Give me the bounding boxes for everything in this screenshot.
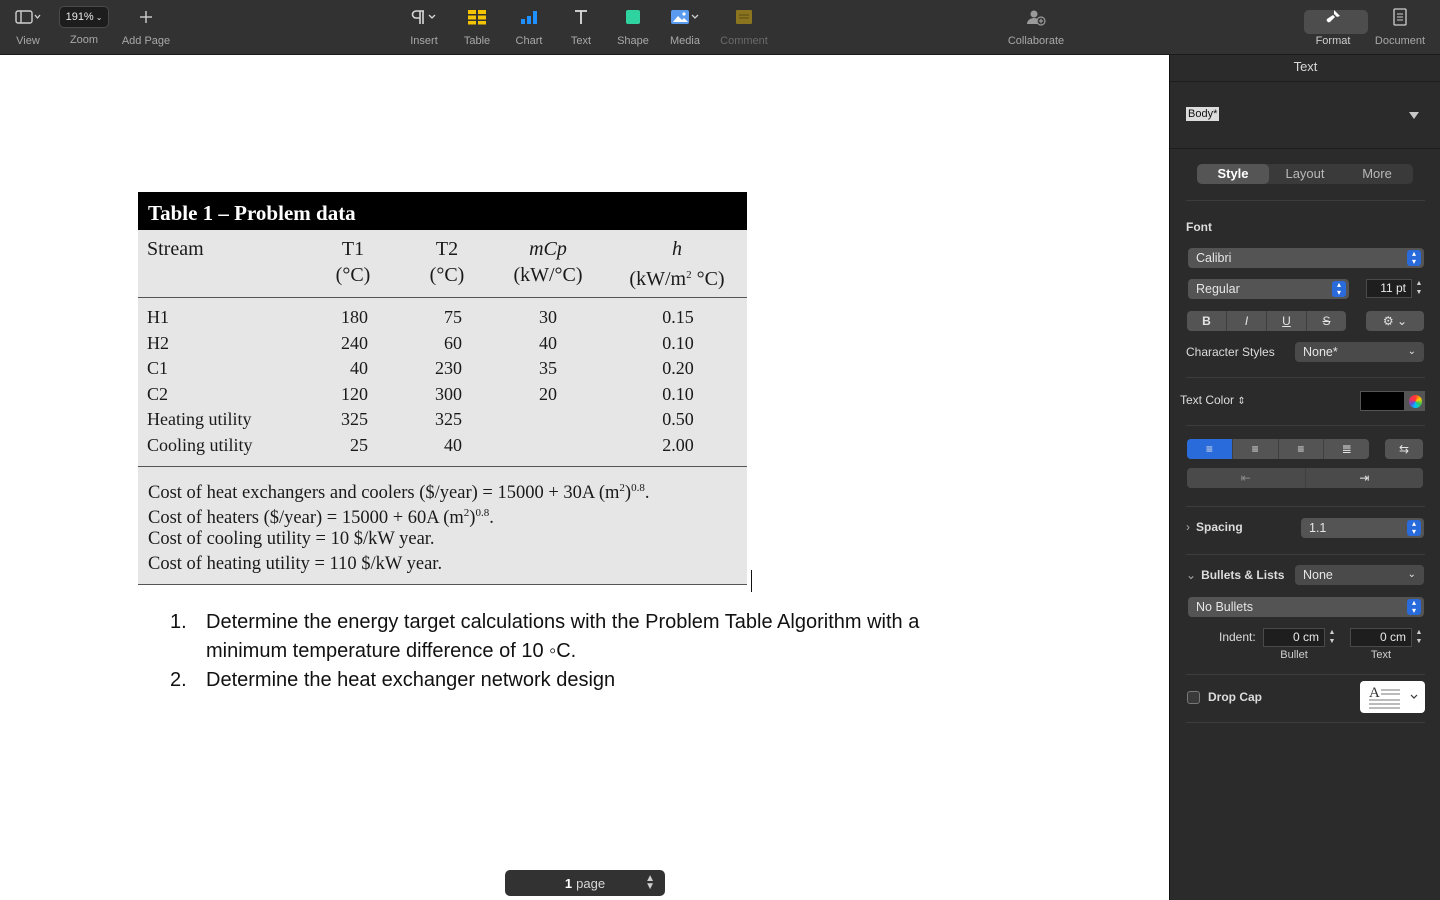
divider (1186, 554, 1425, 555)
text-color-well[interactable] (1360, 391, 1405, 411)
bullet-indent-stepper[interactable]: ▲ ▼ (1328, 629, 1336, 645)
cell-t2: 60 (444, 332, 462, 353)
select-arrows-icon: ▴ ▾ (1332, 281, 1346, 297)
italic-button[interactable]: I (1227, 311, 1267, 331)
page-navigator[interactable]: 1 page ▲ ▼ (505, 870, 665, 896)
header-mcp: mCp (kW/°C) (513, 238, 583, 286)
font-section-label: Font (1186, 220, 1212, 234)
color-wheel-button[interactable] (1405, 391, 1425, 411)
collaborate-button[interactable]: Collaborate (1002, 0, 1070, 55)
header-t2: T2 (°C) (429, 238, 465, 286)
text-icon (572, 0, 590, 34)
divider (1170, 81, 1440, 82)
cell-h: 0.15 (662, 307, 694, 327)
paragraph-icon (410, 0, 438, 34)
drop-cap-preview-icon (1360, 681, 1425, 713)
color-wheel-icon (1409, 395, 1422, 408)
align-right-icon[interactable]: ≡ (1279, 439, 1325, 459)
up-down-stepper-icon: ▲ ▼ (645, 873, 655, 892)
cell-mcp: 30 (539, 307, 557, 327)
chevron-down-icon: ⌄ (95, 12, 103, 22)
divider (1186, 425, 1425, 426)
decrease-indent-icon[interactable]: ⇤ (1187, 468, 1306, 488)
text-indent-caption: Text (1370, 649, 1392, 661)
cell-stream: H1 (147, 307, 169, 327)
disclosure-down-icon: ⌄ (1186, 568, 1197, 582)
font-family-select[interactable]: Calibri ▴ ▾ (1188, 248, 1424, 268)
chevron-down-icon: ⌄ (1407, 569, 1416, 580)
select-arrows-icon: ▴ ▾ (1407, 599, 1421, 615)
text-direction-icon: ⇆ (1398, 442, 1410, 456)
cell-t2: 75 (444, 307, 462, 327)
select-arrows-icon: ▴ ▾ (1407, 520, 1421, 536)
cell-stream: C2 (147, 383, 169, 404)
list-style-select[interactable]: None ⌄ (1295, 565, 1424, 585)
plus-icon (138, 0, 154, 34)
character-styles-select[interactable]: None* ⌄ (1295, 342, 1424, 362)
table-icon (467, 0, 487, 34)
add-page-button[interactable]: Add Page (118, 0, 174, 55)
cell-t1: 120 (341, 383, 368, 404)
cell-t1: 325 (341, 409, 368, 429)
bullet-type-select[interactable]: No Bullets ▴ ▾ (1188, 597, 1424, 617)
divider (1186, 200, 1425, 201)
up-down-chevron-icon: ⇕ (1237, 396, 1246, 407)
text-color-label[interactable]: Text Color ⇕ (1180, 393, 1246, 407)
zoom-control[interactable]: 191% ⌄ Zoom (58, 0, 110, 55)
table-rule (138, 466, 747, 467)
bold-button[interactable]: B (1187, 311, 1227, 331)
divider (1170, 148, 1440, 149)
bullet-indent-caption: Bullet (1280, 649, 1308, 661)
drop-cap-style-select[interactable] (1360, 681, 1425, 713)
cell-h: 0.10 (662, 332, 694, 353)
header-stream: Stream (147, 238, 204, 260)
cell-t1: 240 (341, 332, 368, 353)
paintbrush-icon (1324, 0, 1342, 34)
alignment-buttons (1187, 439, 1369, 459)
cell-t2: 325 (435, 409, 462, 429)
chart-button[interactable]: Chart (510, 0, 548, 55)
sidebar-icon (15, 0, 41, 34)
tab-more[interactable]: More (1362, 166, 1392, 181)
collaborate-icon (1025, 0, 1047, 34)
align-left-icon[interactable]: ≡ (1187, 439, 1233, 459)
line-spacing-select[interactable]: 1.1 ▴ ▾ (1301, 518, 1424, 538)
chevron-down-icon: ⌄ (1407, 346, 1416, 357)
cell-h: 0.20 (662, 358, 694, 378)
cell-h: 2.00 (662, 434, 694, 455)
divider (1186, 506, 1425, 507)
photo-icon (670, 0, 700, 34)
cell-t1: 180 (341, 307, 368, 327)
cell-mcp: 20 (539, 383, 557, 404)
inspector-title: Text (1293, 59, 1318, 74)
cell-h: 0.10 (662, 383, 694, 404)
drop-cap-checkbox[interactable] (1187, 691, 1200, 704)
svg-text:A: A (1369, 685, 1380, 701)
indent-buttons (1187, 468, 1423, 488)
header-h: h ($kW/m^2$ °C) (629, 238, 725, 290)
tab-style[interactable]: Style (1197, 164, 1269, 184)
cost-exchangers: Cost of heat exchangers and coolers ($/year) = 15000 + 30A $(m^2)^{0.8}$. (148, 482, 650, 503)
table-rule (138, 297, 747, 298)
bar-chart-icon (520, 0, 538, 34)
font-size-stepper[interactable]: ▲ ▼ (1415, 280, 1423, 296)
cell-stream: Heating utility (147, 409, 252, 429)
cell-mcp: 40 (539, 332, 557, 353)
problem-data-table-image[interactable] (138, 192, 747, 585)
question-list[interactable] (170, 608, 1070, 695)
cost-heating-utility: Cost of heating utility = 110 $/kW year. (148, 554, 443, 574)
cell-mcp: 35 (539, 358, 557, 378)
document-icon (1393, 0, 1407, 34)
cell-stream: Cooling utility (147, 434, 253, 455)
shape-button[interactable]: Shape (612, 0, 654, 55)
shape-icon (625, 0, 641, 34)
bullets-lists-section[interactable]: ⌄ Bullets & Lists (1186, 568, 1285, 582)
divider (1186, 722, 1425, 723)
text-insertion-caret (751, 570, 752, 592)
text-button[interactable]: Text (562, 0, 600, 55)
underline-button[interactable]: U (1267, 311, 1307, 331)
cell-t2: 300 (435, 383, 462, 404)
cell-stream: C1 (147, 358, 169, 378)
table-title: Table 1 – Problem data (138, 192, 747, 230)
indent-label: Indent: (1219, 630, 1256, 644)
view-button[interactable]: View (10, 0, 46, 55)
divider (1186, 674, 1425, 675)
text-indent-field[interactable]: 0 cm (1350, 628, 1412, 647)
comment-button[interactable]: Comment (716, 0, 772, 55)
cell-t2: 230 (435, 358, 462, 378)
cost-heaters: Cost of heaters ($/year) = 15000 + 60A $(m^2)^{0.8}$. (148, 507, 494, 528)
font-size-field[interactable]: 11 pt (1366, 279, 1412, 298)
text-inspector-tabs (1197, 164, 1413, 184)
disclosure-right-icon: › (1186, 520, 1190, 534)
table-rule (138, 584, 747, 585)
bullet-indent-field[interactable]: 0 cm (1263, 628, 1325, 647)
cell-t1: 40 (350, 358, 368, 378)
media-button[interactable]: Media (664, 0, 706, 55)
paragraph-style-chevron-icon[interactable] (1409, 112, 1419, 119)
justify-icon[interactable]: ≣ (1341, 442, 1352, 456)
character-styles-label: Character Styles (1186, 345, 1275, 359)
align-center-icon[interactable]: ≡ (1233, 439, 1279, 459)
header-t1: T1 (°C) (335, 238, 371, 286)
toolbar (0, 0, 1440, 55)
font-style-select[interactable]: Regular ▴ ▾ (1188, 279, 1349, 299)
list-item[interactable]: 2. Determine the heat exchanger network design (170, 669, 616, 691)
select-arrows-icon: ▴ ▾ (1407, 250, 1421, 266)
format-inspector (1169, 55, 1440, 900)
insert-button[interactable]: Insert (404, 0, 444, 55)
document-button[interactable]: Document (1370, 0, 1430, 55)
advanced-options-button[interactable] (1366, 311, 1424, 331)
text-indent-stepper[interactable]: ▲ ▼ (1415, 629, 1423, 645)
list-item[interactable]: 1. Determine the energy target calculations with the Problem Table Algorithm with a minimum temperature difference of 10 ◦C. (170, 611, 920, 662)
strikethrough-button[interactable]: S (1322, 314, 1331, 328)
comment-icon (735, 0, 753, 34)
spacing-section[interactable]: › Spacing (1186, 520, 1243, 534)
increase-indent-icon[interactable]: ⇥ (1359, 471, 1370, 485)
cell-t1: 25 (350, 434, 368, 455)
document-canvas[interactable] (0, 56, 1169, 900)
table-button[interactable]: Table (458, 0, 496, 55)
cell-h: 0.50 (662, 409, 694, 429)
cell-stream: H2 (147, 332, 169, 353)
cell-t2: 40 (444, 434, 462, 455)
divider (1186, 377, 1425, 378)
paragraph-style-name[interactable]: Body* (1188, 108, 1218, 120)
text-direction-button[interactable] (1385, 439, 1423, 459)
cost-cooling-utility: Cost of cooling utility = 10 $/kW year. (148, 529, 435, 549)
drop-cap-label: Drop Cap (1208, 690, 1262, 704)
gear-icon: ⚙ ⌄ (1382, 314, 1408, 328)
format-button[interactable]: Format (1308, 0, 1358, 55)
text-style-buttons (1187, 311, 1346, 331)
tab-layout[interactable]: Layout (1285, 166, 1325, 181)
zoom-select[interactable]: 191% ⌄ (59, 6, 109, 28)
